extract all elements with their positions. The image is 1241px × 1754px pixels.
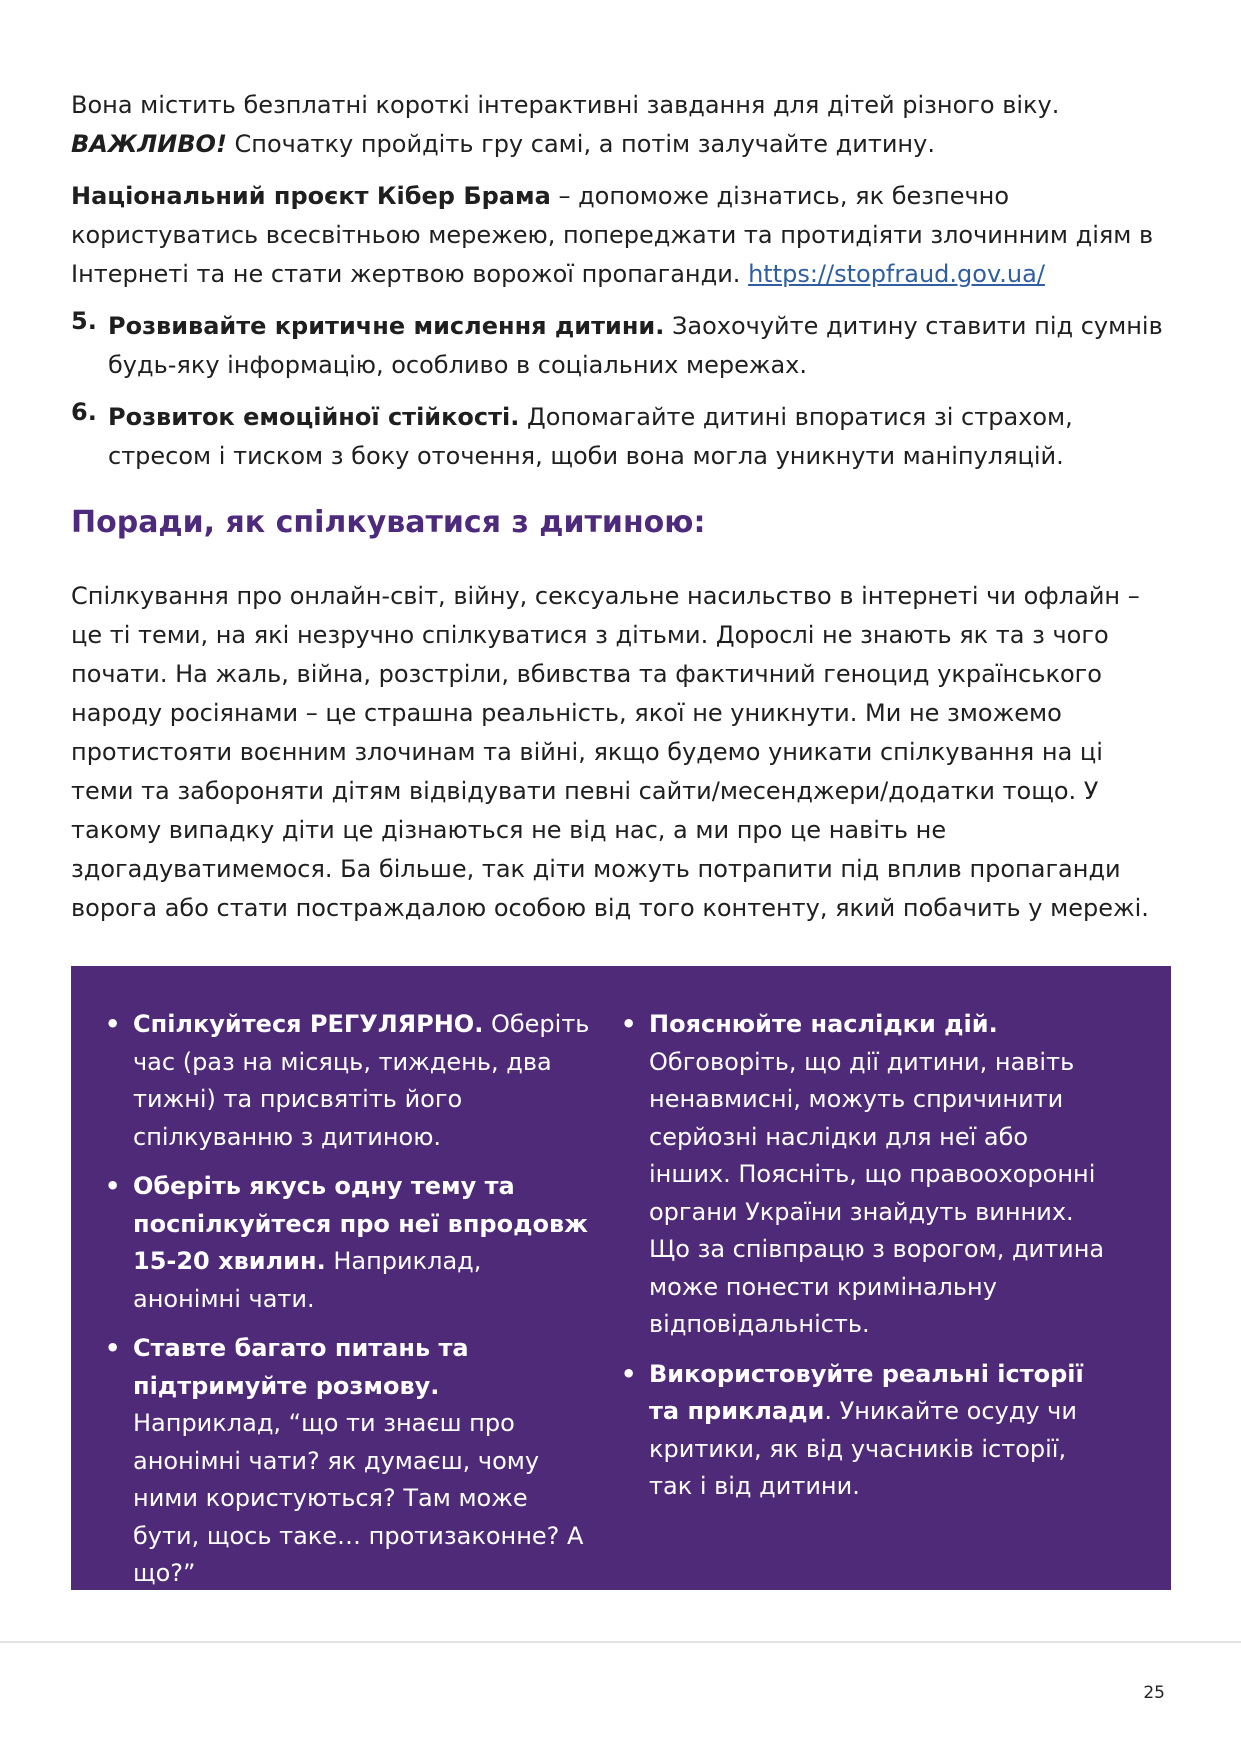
tip-item bbox=[105, 1330, 593, 1593]
cyber-paragraph bbox=[71, 177, 1171, 294]
list-item-6-bold: Розвиток емоційної стійкості. bbox=[108, 403, 520, 431]
tips-left-column bbox=[105, 1006, 593, 1605]
tip-text: . Уникайте осуду чи критики, як від учасників історії, так і від дитини. bbox=[649, 1397, 1077, 1500]
tip-text: Обговоріть, що дії дитини, навіть ненавмисні, можуть спричинити серйозні наслідки для неї або інших. Поясніть, що правоохоронні органи України знайдуть винних. Що за співпрацю з ворогом, дитина може понести кримінальну відповідальність. bbox=[649, 1047, 1105, 1338]
tip-item bbox=[105, 1168, 593, 1318]
tips-box bbox=[71, 966, 1171, 1590]
important-text: Спочатку пройдіть гру самі, а потім залучайте дитину. bbox=[226, 130, 935, 158]
tip-item bbox=[105, 1006, 593, 1156]
tip-bold: Оберіть якусь одну тему та поспілкуйтеся про неї впродовж 15-20 хвилин. bbox=[133, 1172, 589, 1275]
body-paragraph: Спілкування про онлайн-світ, війну, сексуальне насильство в інтернеті чи офлайн – це ті теми, на які незручно спілкуватися з дітьми. Дорослі не знають як та з чого почати. На жаль, війна, розстріли, вбивства та фактичний геноцид українського народу росіянами – це страшна реальність, якої не уникнути. Ми не зможемо протистояти воєнним злочинам та війні, якщо будемо уникати спілкування на ці теми та забороняти дітям відвідувати певні сайти/месенджери/додатки тощо. У такому випадку діти це дізнаються не від нас, а ми про це навіть не здогадуватимемося. Ба більше, так діти можуть потрапити під вплив пропаганди ворога або стати постраждалою особою від того контенту, який побачить у мережі. bbox=[71, 582, 1149, 922]
tip-bold: Ставте багато питань та підтримуйте розмову. bbox=[133, 1334, 469, 1400]
cyber-text: – допоможе дізнатись, як безпечно користуватись всесвітньою мережею, попереджати та протидіяти злочинним діям в Інтернеті та не стати жертвою ворожої пропаганди. bbox=[71, 182, 1154, 288]
list-item-5-bold: Розвивайте критичне мислення дитини. bbox=[108, 312, 665, 340]
list-number-6: 6. bbox=[71, 398, 97, 426]
cyber-title: Національний проєкт Кібер Брама bbox=[71, 182, 551, 210]
intro-line: Вона містить безплатні короткі інтерактивні завдання для дітей різного віку. bbox=[71, 91, 1060, 119]
tip-item bbox=[621, 1356, 1109, 1506]
tip-bold: Спілкуйтеся РЕГУЛЯРНО. bbox=[133, 1010, 484, 1038]
tip-text: Наприклад, анонімні чати. bbox=[133, 1247, 482, 1313]
important-label: ВАЖЛИВО! bbox=[71, 130, 227, 158]
tip-item bbox=[621, 1006, 1109, 1344]
tips-right-column bbox=[621, 1006, 1109, 1518]
list-item-5 bbox=[108, 307, 1168, 385]
tip-text: Наприклад, “що ти знаєш про анонімні чати? як думаєш, чому ними користуються? Там може бути, щось таке… протизаконне? А що?” bbox=[133, 1409, 584, 1587]
list-item-6 bbox=[108, 398, 1168, 476]
list-number-5: 5. bbox=[71, 307, 97, 335]
list-item-6-text: Допомагайте дитині впоратися зі страхом, стресом і тиском з боку оточення, щоби вона могла уникнути маніпуляцій. bbox=[108, 403, 1073, 470]
footer-divider bbox=[0, 1641, 1241, 1643]
tip-bold: Використовуйте реальні історії та приклади bbox=[649, 1359, 1084, 1425]
stopfraud-link[interactable]: https://stopfraud.gov.ua/ bbox=[748, 260, 1045, 288]
page-number: 25 bbox=[1143, 1683, 1165, 1703]
list-item-5-text: Заохочуйте дитину ставити під сумнів будь-яку інформацію, особливо в соціальних мережах. bbox=[108, 312, 1163, 379]
intro-paragraph bbox=[71, 86, 1171, 164]
tip-text: Оберіть час (раз на місяць, тиждень, два тижні) та присвятіть його спілкуванню з дитиною. bbox=[133, 1010, 590, 1151]
section-heading: Поради, як спілкуватися з дитиною: bbox=[71, 505, 706, 540]
tip-bold: Пояснюйте наслідки дій. bbox=[649, 1010, 998, 1038]
